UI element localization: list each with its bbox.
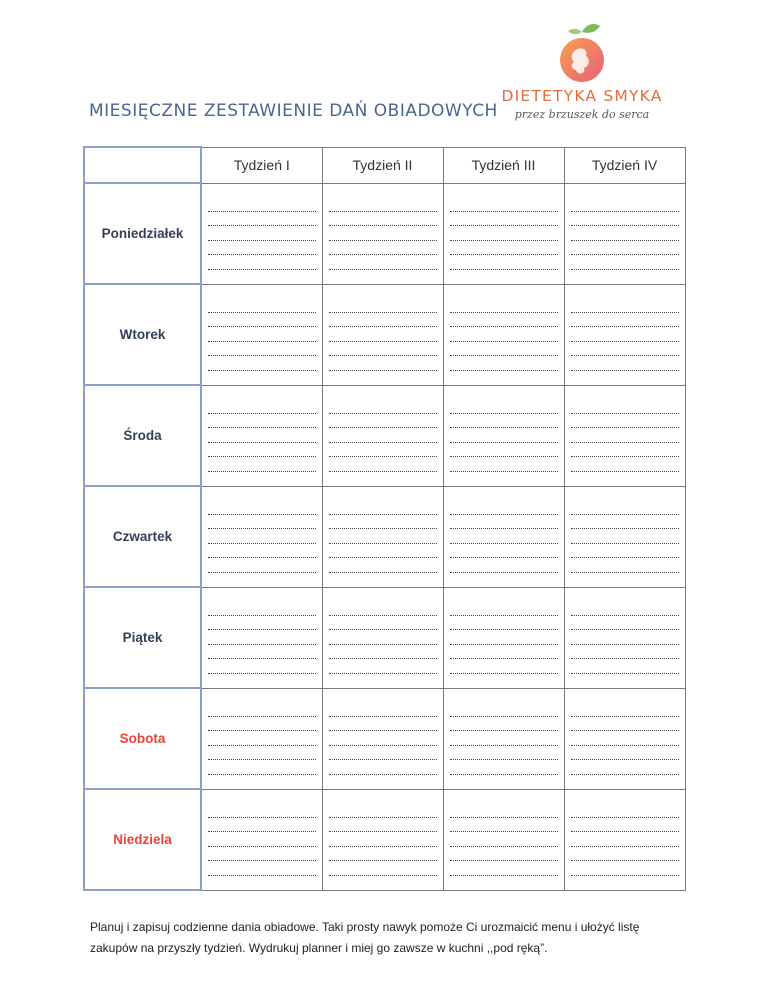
dotted-write-line[interactable]: [329, 515, 437, 530]
dotted-write-line[interactable]: [208, 414, 316, 429]
dotted-write-line[interactable]: [208, 803, 316, 818]
dotted-write-line[interactable]: [208, 601, 316, 616]
dotted-write-line[interactable]: [450, 558, 558, 573]
dotted-write-line[interactable]: [208, 847, 316, 862]
dotted-write-line[interactable]: [208, 529, 316, 544]
meal-planner-table: [83, 146, 684, 891]
dotted-write-line[interactable]: [329, 803, 437, 818]
dotted-write-line[interactable]: [571, 861, 679, 876]
dotted-write-line[interactable]: [329, 342, 437, 357]
dotted-write-line[interactable]: [208, 241, 316, 256]
dotted-write-line[interactable]: [450, 731, 558, 746]
dotted-write-line[interactable]: [208, 717, 316, 732]
dotted-write-line[interactable]: [571, 717, 679, 732]
dotted-write-line[interactable]: [208, 630, 316, 645]
dotted-write-line[interactable]: [450, 226, 558, 241]
dotted-write-line[interactable]: [208, 861, 316, 876]
dotted-write-line[interactable]: [450, 832, 558, 847]
dotted-write-line[interactable]: [571, 659, 679, 674]
day-label: Wtorek: [84, 284, 201, 385]
dotted-write-line[interactable]: [450, 313, 558, 328]
dotted-write-line[interactable]: [329, 443, 437, 458]
dotted-write-line[interactable]: [208, 298, 316, 313]
dotted-write-line[interactable]: [450, 399, 558, 414]
dotted-write-line[interactable]: [329, 630, 437, 645]
day-row: [84, 183, 685, 284]
day-label: Piątek: [84, 587, 201, 688]
dotted-write-line[interactable]: [450, 327, 558, 342]
meal-entry-cell[interactable]: [564, 789, 685, 890]
day-row: [84, 486, 685, 587]
dotted-write-line[interactable]: [329, 529, 437, 544]
day-label: Sobota: [84, 688, 201, 789]
dotted-write-line[interactable]: [571, 847, 679, 862]
dotted-write-line[interactable]: [450, 659, 558, 674]
week-header: Tydzień III: [443, 147, 564, 183]
day-label: Środa: [84, 385, 201, 486]
dotted-write-line[interactable]: [450, 414, 558, 429]
dotted-write-line[interactable]: [571, 645, 679, 660]
brand-name: DIETETYKA SMYKA: [501, 87, 663, 105]
dotted-write-line[interactable]: [450, 515, 558, 530]
dotted-write-line[interactable]: [450, 197, 558, 212]
brand-tagline: przez brzuszek do serca: [514, 108, 650, 121]
dotted-write-line[interactable]: [450, 746, 558, 761]
page-title: MIESIĘCZNE ZESTAWIENIE DAŃ OBIADOWYCH: [89, 101, 498, 121]
dotted-write-line[interactable]: [208, 731, 316, 746]
dotted-write-line[interactable]: [571, 630, 679, 645]
dotted-write-line[interactable]: [329, 197, 437, 212]
dotted-write-line[interactable]: [329, 645, 437, 660]
dotted-write-line[interactable]: [571, 818, 679, 833]
meal-entry-cell[interactable]: [201, 183, 322, 284]
dotted-write-line[interactable]: [208, 457, 316, 472]
meal-entry-cell[interactable]: [322, 486, 443, 587]
dotted-write-line[interactable]: [571, 241, 679, 256]
meal-entry-cell[interactable]: [322, 284, 443, 385]
dotted-write-line[interactable]: [450, 760, 558, 775]
dotted-write-line[interactable]: [571, 226, 679, 241]
meal-entry-cell[interactable]: [564, 587, 685, 688]
dotted-write-line[interactable]: [329, 818, 437, 833]
dotted-write-line[interactable]: [450, 601, 558, 616]
dotted-write-line[interactable]: [329, 356, 437, 371]
dotted-write-line[interactable]: [208, 500, 316, 515]
dotted-write-line[interactable]: [450, 803, 558, 818]
dotted-write-line[interactable]: [329, 558, 437, 573]
dotted-write-line[interactable]: [208, 443, 316, 458]
dotted-write-line[interactable]: [208, 399, 316, 414]
dotted-write-line[interactable]: [450, 212, 558, 227]
dotted-write-line[interactable]: [450, 717, 558, 732]
dotted-write-line[interactable]: [571, 616, 679, 631]
dotted-write-line[interactable]: [450, 255, 558, 270]
dotted-write-line[interactable]: [208, 515, 316, 530]
week-header: Tydzień II: [322, 147, 443, 183]
dotted-write-line[interactable]: [571, 702, 679, 717]
dotted-write-line[interactable]: [450, 544, 558, 559]
dotted-write-line[interactable]: [571, 313, 679, 328]
dotted-write-line[interactable]: [450, 443, 558, 458]
dotted-write-line[interactable]: [450, 861, 558, 876]
dotted-write-line[interactable]: [571, 327, 679, 342]
dotted-write-line[interactable]: [208, 818, 316, 833]
dotted-write-line[interactable]: [571, 255, 679, 270]
dotted-write-line[interactable]: [450, 616, 558, 631]
meal-entry-cell[interactable]: [443, 183, 564, 284]
dotted-write-line[interactable]: [571, 746, 679, 761]
dotted-write-line[interactable]: [329, 760, 437, 775]
meal-entry-cell[interactable]: [201, 688, 322, 789]
dotted-write-line[interactable]: [571, 558, 679, 573]
week-header: Tydzień I: [201, 147, 322, 183]
meal-entry-cell[interactable]: [443, 587, 564, 688]
dotted-write-line[interactable]: [329, 428, 437, 443]
dotted-write-line[interactable]: [329, 616, 437, 631]
dotted-write-line[interactable]: [571, 298, 679, 313]
dotted-write-line[interactable]: [208, 356, 316, 371]
dotted-write-line[interactable]: [329, 399, 437, 414]
dotted-write-line[interactable]: [208, 327, 316, 342]
dotted-write-line[interactable]: [208, 313, 316, 328]
meal-entry-cell[interactable]: [201, 486, 322, 587]
dotted-write-line[interactable]: [571, 428, 679, 443]
day-row: [84, 688, 685, 789]
day-row: [84, 789, 685, 890]
week-header: Tydzień IV: [564, 147, 685, 183]
dotted-write-line[interactable]: [208, 342, 316, 357]
dotted-write-line[interactable]: [571, 731, 679, 746]
meal-entry-cell[interactable]: [322, 183, 443, 284]
dotted-write-line[interactable]: [571, 601, 679, 616]
dotted-write-line[interactable]: [208, 746, 316, 761]
dotted-write-line[interactable]: [208, 428, 316, 443]
dotted-write-line[interactable]: [450, 241, 558, 256]
meal-entry-cell[interactable]: [201, 385, 322, 486]
corner-cell: [84, 147, 201, 183]
dotted-write-line[interactable]: [208, 255, 316, 270]
meal-entry-cell[interactable]: [201, 587, 322, 688]
dotted-write-line[interactable]: [571, 342, 679, 357]
dotted-write-line[interactable]: [208, 659, 316, 674]
dotted-write-line[interactable]: [329, 414, 437, 429]
dotted-write-line[interactable]: [329, 212, 437, 227]
dotted-write-line[interactable]: [450, 500, 558, 515]
dotted-write-line[interactable]: [450, 702, 558, 717]
dotted-write-line[interactable]: [571, 356, 679, 371]
dotted-write-line[interactable]: [208, 212, 316, 227]
dotted-write-line[interactable]: [329, 544, 437, 559]
dotted-write-line[interactable]: [329, 313, 437, 328]
dotted-write-line[interactable]: [571, 443, 679, 458]
dotted-write-line[interactable]: [450, 630, 558, 645]
dotted-write-line[interactable]: [571, 529, 679, 544]
day-label: Niedziela: [84, 789, 201, 890]
dotted-write-line[interactable]: [329, 500, 437, 515]
dotted-write-line[interactable]: [329, 659, 437, 674]
meal-entry-cell[interactable]: [443, 284, 564, 385]
day-row: [84, 385, 685, 486]
meal-entry-cell[interactable]: [564, 688, 685, 789]
meal-entry-cell[interactable]: [322, 587, 443, 688]
dotted-write-line[interactable]: [450, 342, 558, 357]
dotted-write-line[interactable]: [329, 861, 437, 876]
meal-entry-cell[interactable]: [201, 284, 322, 385]
dotted-write-line[interactable]: [208, 702, 316, 717]
meal-entry-cell[interactable]: [564, 284, 685, 385]
dotted-write-line[interactable]: [329, 832, 437, 847]
dotted-write-line[interactable]: [329, 702, 437, 717]
dotted-write-line[interactable]: [329, 298, 437, 313]
meal-entry-cell[interactable]: [564, 183, 685, 284]
dotted-write-line[interactable]: [450, 645, 558, 660]
dotted-write-line[interactable]: [329, 601, 437, 616]
meal-entry-cell[interactable]: [443, 385, 564, 486]
dotted-write-line[interactable]: [208, 760, 316, 775]
footer-note: Planuj i zapisuj codzienne dania obiadowe. Taki prosty nawyk pomoże Ci urozmaicić menu i ułożyć listę zakupów na przyszły tydzień. Wydrukuj planner i miej go zawsze w kuchni ,,pod ręką”.: [90, 920, 640, 955]
dotted-write-line[interactable]: [450, 356, 558, 371]
dotted-write-line[interactable]: [571, 515, 679, 530]
meal-entry-cell[interactable]: [443, 789, 564, 890]
dotted-write-line[interactable]: [208, 544, 316, 559]
meal-entry-cell[interactable]: [322, 789, 443, 890]
peach-logo-icon: [556, 22, 608, 84]
day-row: [84, 284, 685, 385]
dotted-write-line[interactable]: [329, 327, 437, 342]
dotted-write-line[interactable]: [571, 803, 679, 818]
dotted-write-line[interactable]: [329, 731, 437, 746]
meal-entry-cell[interactable]: [564, 385, 685, 486]
day-row: [84, 587, 685, 688]
dotted-write-line[interactable]: [208, 645, 316, 660]
dotted-write-line[interactable]: [208, 197, 316, 212]
dotted-write-line[interactable]: [208, 832, 316, 847]
dotted-write-line[interactable]: [571, 544, 679, 559]
dotted-write-line[interactable]: [571, 212, 679, 227]
dotted-write-line[interactable]: [208, 558, 316, 573]
dotted-write-line[interactable]: [450, 818, 558, 833]
dotted-write-line[interactable]: [329, 255, 437, 270]
dotted-write-line[interactable]: [450, 457, 558, 472]
dotted-write-line[interactable]: [208, 616, 316, 631]
dotted-write-line[interactable]: [450, 847, 558, 862]
meal-entry-cell[interactable]: [322, 385, 443, 486]
dotted-write-line[interactable]: [450, 529, 558, 544]
meal-entry-cell[interactable]: [201, 789, 322, 890]
meal-entry-cell[interactable]: [564, 486, 685, 587]
dotted-write-line[interactable]: [329, 226, 437, 241]
dotted-write-line[interactable]: [329, 717, 437, 732]
dotted-write-line[interactable]: [571, 760, 679, 775]
logo: [492, 22, 672, 122]
header-row: [84, 147, 685, 183]
meal-entry-cell[interactable]: [443, 486, 564, 587]
dotted-write-line[interactable]: [208, 226, 316, 241]
dotted-write-line[interactable]: [571, 500, 679, 515]
dotted-write-line[interactable]: [450, 428, 558, 443]
dotted-write-line[interactable]: [571, 197, 679, 212]
day-label: Poniedziałek: [84, 183, 201, 284]
dotted-write-line[interactable]: [329, 241, 437, 256]
dotted-write-line[interactable]: [329, 746, 437, 761]
dotted-write-line[interactable]: [571, 457, 679, 472]
dotted-write-line[interactable]: [571, 832, 679, 847]
dotted-write-line[interactable]: [571, 399, 679, 414]
meal-entry-cell[interactable]: [443, 688, 564, 789]
dotted-write-line[interactable]: [329, 847, 437, 862]
day-label: Czwartek: [84, 486, 201, 587]
dotted-write-line[interactable]: [571, 414, 679, 429]
dotted-write-line[interactable]: [450, 298, 558, 313]
meal-entry-cell[interactable]: [322, 688, 443, 789]
dotted-write-line[interactable]: [329, 457, 437, 472]
